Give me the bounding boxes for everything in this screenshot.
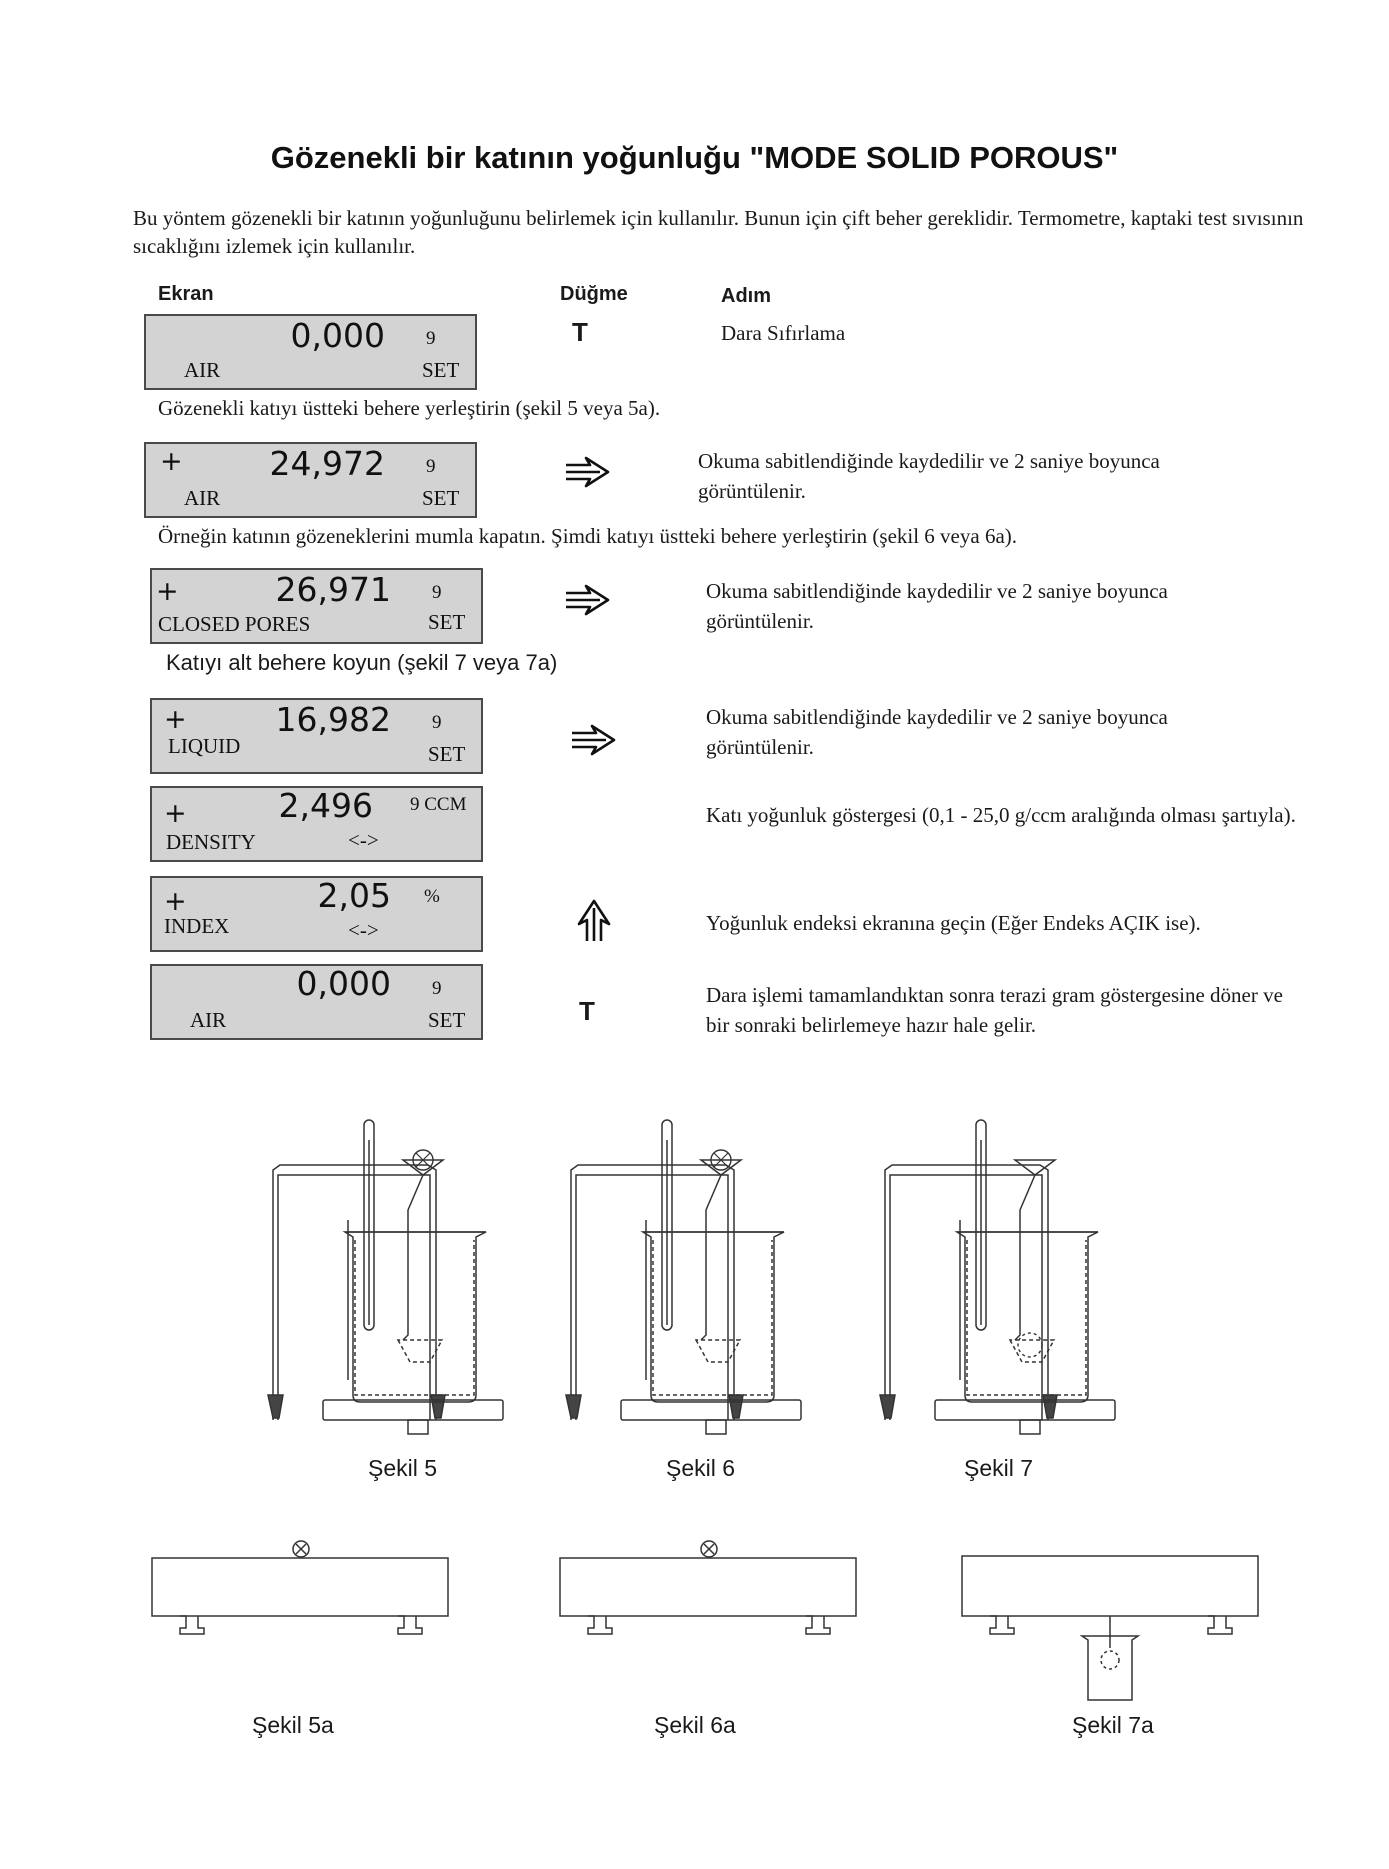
lcd-display-closed-pores [150,568,483,644]
lcd-value: 0,000 [296,964,391,1003]
lcd-status: SET [428,742,466,766]
step-text: Katı yoğunluk göstergesi (0,1 - 25,0 g/ccm aralığında olması şartıyla). [706,803,1296,827]
step-text: Okuma sabitlendiğinde kaydedilir ve 2 saniye boyunca görüntülenir. [706,579,1168,633]
lcd-unit: 9 [432,582,442,603]
lcd-status: SET [422,486,460,510]
lcd-value: 2,496 [278,786,373,825]
lcd-sign: + [164,798,187,829]
lcd-display-liquid [150,698,483,774]
page-title: Gözenekli bir katının yoğunluğu "MODE SOLID POROUS" [270,140,1119,175]
up-arrow-icon [576,898,612,944]
lcd-sign: + [164,886,187,917]
lcd-label: LIQUID [168,734,241,758]
figure-caption: Şekil 6a [654,1712,736,1738]
lcd-label: AIR [184,358,221,382]
lcd-status: SET [428,610,466,634]
lcd-display-density [150,786,483,862]
figure-apparatus-row [0,1100,1389,1440]
lcd-unit: 9 [426,328,436,349]
lcd-label: INDEX [164,914,230,938]
lcd-unit: 9 [426,456,436,477]
lcd-unit: 9 [432,978,442,999]
figure-caption: Şekil 5a [252,1712,334,1738]
step-text: Okuma sabitlendiğinde kaydedilir ve 2 saniye boyunca görüntülenir. [706,705,1168,759]
enter-arrow-icon [568,722,618,758]
lcd-value: 24,972 [269,444,385,483]
lcd-label: AIR [184,486,221,510]
lcd-label: AIR [190,1008,227,1032]
lcd-toggle-indicator: <-> [348,918,379,942]
figure-caption: Şekil 6 [666,1455,736,1481]
column-header-step: Adım [721,285,771,307]
lcd-display-index [150,876,483,952]
figure-balance-row [0,1520,1389,1710]
column-header-display: Ekran [158,283,214,305]
enter-arrow-icon [562,582,612,618]
lcd-value: 2,05 [317,876,391,915]
column-header-button: Düğme [560,283,628,305]
lcd-status: SET [428,1008,466,1032]
step-text: Dara Sıfırlama [721,321,846,345]
figure-caption: Şekil 5 [368,1455,438,1481]
lcd-sign: + [156,576,179,607]
lcd-label: CLOSED PORES [158,612,311,636]
lcd-display-air [144,442,477,518]
enter-arrow-icon [562,454,612,490]
instruction-note: Katıyı alt behere koyun (şekil 7 veya 7a) [166,650,558,675]
step-text: Okuma sabitlendiğinde kaydedilir ve 2 saniye boyunca görüntülenir. [698,449,1160,503]
lcd-unit: 9 [432,712,442,733]
lcd-toggle-indicator: <-> [348,828,379,852]
instruction-note: Gözenekli katıyı üstteki behere yerleştirin (şekil 5 veya 5a). [158,396,661,420]
step-text: Dara işlemi tamamlandıktan sonra terazi gram göstergesine döner ve bir sonraki belirlemeye hazır hale gelir. [706,983,1283,1037]
figure-caption: Şekil 7 [964,1455,1034,1481]
step-text: Yoğunluk endeksi ekranına geçin (Eğer Endeks AÇIK ise). [706,911,1201,935]
figure-caption: Şekil 7a [1072,1712,1154,1738]
lcd-label: DENSITY [166,830,256,854]
intro-paragraph: Bu yöntem gözenekli bir katının yoğunluğunu belirlemek için kullanılır. Bunun için çift beher gereklidir. Termometre, kaptaki test sıvısının sıcaklığını izlemek için kullanılır. [133,206,1304,258]
lcd-value: 16,982 [275,700,391,739]
lcd-status: SET [422,358,460,382]
lcd-value: 0,000 [290,316,385,355]
lcd-display-tare [144,314,477,390]
lcd-sign: + [164,704,187,735]
lcd-unit: % [424,886,440,907]
lcd-value: 26,971 [275,570,391,609]
tare-key: T [572,317,588,347]
instruction-note: Örneğin katının gözeneklerini mumla kapatın. Şimdi katıyı üstteki behere yerleştirin (şekil 6 veya 6a). [158,524,1018,548]
tare-key: T [579,996,595,1026]
lcd-sign: + [160,446,183,477]
lcd-unit: 9 CCM [410,794,467,815]
lcd-display-tare-final [150,964,483,1040]
